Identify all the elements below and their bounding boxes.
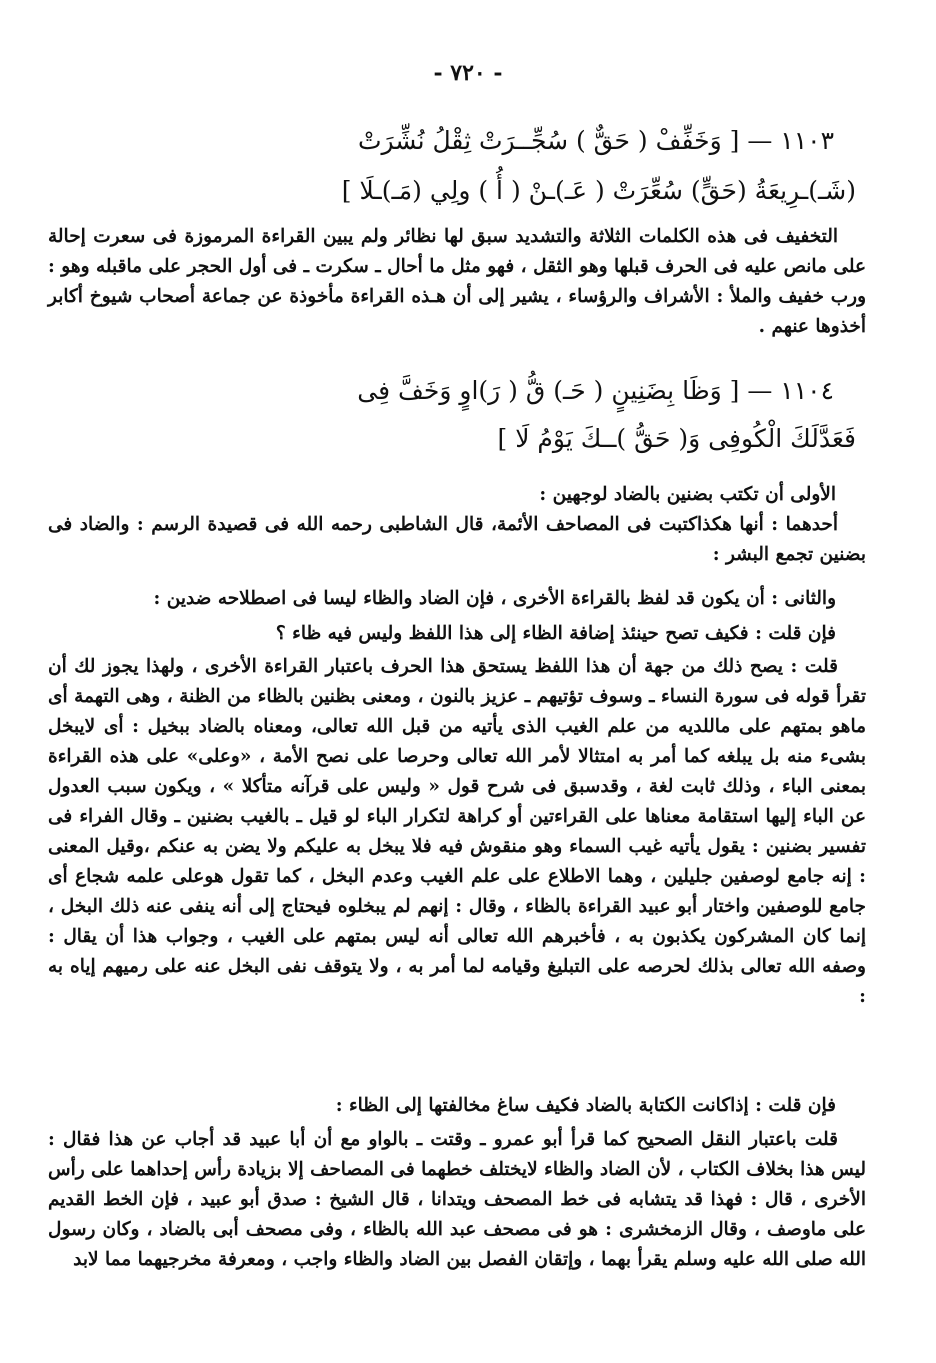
verse-1103-line-1: ١١٠٣ — [ وَخَفِّفْ ( حَقٌّ ) سُجِّــرَتْ ثِقْلُ نُشِّرَتْ (357, 126, 834, 155)
commentary-1104-intro: الأولى أن تكتب بضنين بالضاد لوجهين : (539, 484, 836, 505)
page-number: - ٧٢٠ - (433, 60, 503, 86)
commentary-1103: التخفيف فى هذه الكلمات الثلاثة والتشديد سبق لها نظائر ولم يبين القراءة المرموزة فى سعرت إحالة على مانص عليه فى الحرف قبلها وهو الثقل ، فهو مثل ما أحال ـ سكرت ـ فى أول الحجر على ماقبله وهو : ورب خفيف والملأ : الأشراف والرؤساء ، يشير إلى أن هـذه القراءة مأخوذة عن جماعة أصحاب شيوخ أكابر أخذوها عنهم . (48, 226, 866, 337)
commentary-1104-question-1: فإن قلت : فكيف تصح حينئذ إضافة الظاء إلى هذا اللفظ وليس فيه ظاء ؟ (275, 623, 836, 644)
commentary-1104-question-2: فإن قلت : إذاكانت الكتابة بالضاد فكيف ساغ مخالفتها إلى الظاء : (335, 1095, 836, 1116)
verse-1104-line-2: فَعَدَّلَكَ الْكُوفِى وَ( حَقُّ )ــكَ يَوْمُ لَا ] (497, 424, 856, 453)
commentary-1104-first-reason: أحدهما : أنها هكذاكتبت فى المصاحف الأئمة، قال الشاطبى رحمه الله فى قصيدة الرسم : والضاد فى بضنين تجمع البشر : (48, 514, 866, 565)
commentary-1104-answer-1: قلت : يصح ذلك من جهة أن هذا اللفظ يستحق هذا الحرف باعتبار القراءة الأخرى ، ولهذا يجوز لك أن تقرأ قوله فى سورة النساء ـ وسوف تؤتيهم ـ عزيز بالنون ، ومعنى بظنين بالظاء من الظنة ، وهى التهمة أى ماهو بمتهم على ماللديه من علم الغيب الذى يأتيه من قبل الله تعالى، ومعناه بالضاد ببخيل : أى لايبخل بشىء منه بل يبلغه كما أمر به امتثالا لأمر الله تعالى وحرصا على نصح الأمة ، «وعلى» على هذه القراءة بمعنى الباء ، وذلك ثابت لغة ، وقدسبق فى شرح قول « وليس على قرآنه متأكلا » ، ويكون سبب العدول عن الباء إليها استقامة معناها على القراءتين أو كراهة لتكرار الباء لو قيل ـ بالغيب بضنين ـ وقال الفراء فى تفسير بضنين : يقول يأتيه غيب السماء وهو منقوش فيه فلا يبخل به عليكم ولا يضن به عنكم ،وقيل المعنى : إنه جامع لوصفين جليلين ، وهما الاطلاع على علم الغيب وعدم البخل ، كما تقول هوعلى علمه شجاع أى جامع للوصفين واختار أبو عبيد القراءة بالظاء ، وقال : إنهم لم يبخلوه فيحتاج إلى أنه ينفى عنه ذلك البخل ، إنما كان المشركون يكذبون به ، فأخبرهم الله تعالى أنه ليس بمتهم على الغيب ، وجواب هذا أن يقال : وصفه الله تعالى بذلك لحرصه على التبليغ وقيامه لما أمر به ، ولا يتوقف نفى البخل عنه على رميهم إياه به : (48, 656, 866, 1007)
commentary-1104-second-reason: والثانى : أن يكون قد لفظ بالقراءة الأخرى ، فإن الضاد والظاء ليسا فى اصطلاحه ضدين : (153, 588, 836, 609)
verse-1104-line-1: ١١٠٤ — [ وَظَا بِضَنِينٍ ( حَـ) قُّ ( رَ)اوٍ وَخَفَّ فِى (357, 376, 834, 405)
verse-1103-line-2: (شَـ)ـرِيعَةُ (حَقٍّ) سُعِّرَتْ ( عَـ)ـنْ ( أُ ) ولِي (مَـ)ـلَا ] (341, 176, 856, 205)
commentary-1104-answer-2: قلت باعتبار النقل الصحيح كما قرأ أبو عمرو ـ وقتت ـ بالواو مع أن أبا عبيد قد أجاب عن هذا فقال : ليس هذا بخلاف الكتاب ، لأن الضاد والظاء لايختلف خطهما فى المصاحف إلا بزيادة رأس إحداهما على رأس الأخرى ، قال : فهذا قد يتشابه فى خط المصحف ويتدانا ، قال الشيخ : صدق أبو عبيد ، فإن الخط القديم على ماوصف ، وقال الزمخشرى : هو فى مصحف عبد الله بالظاء ، وفى مصحف أبى بالضاد ، وكان رسول الله صلى الله عليه وسلم يقرأ بهما ، وإتقان الفصل بين الضاد والظاء واجب ، ومعرفة مخرجيهما مما لابد (48, 1129, 866, 1270)
